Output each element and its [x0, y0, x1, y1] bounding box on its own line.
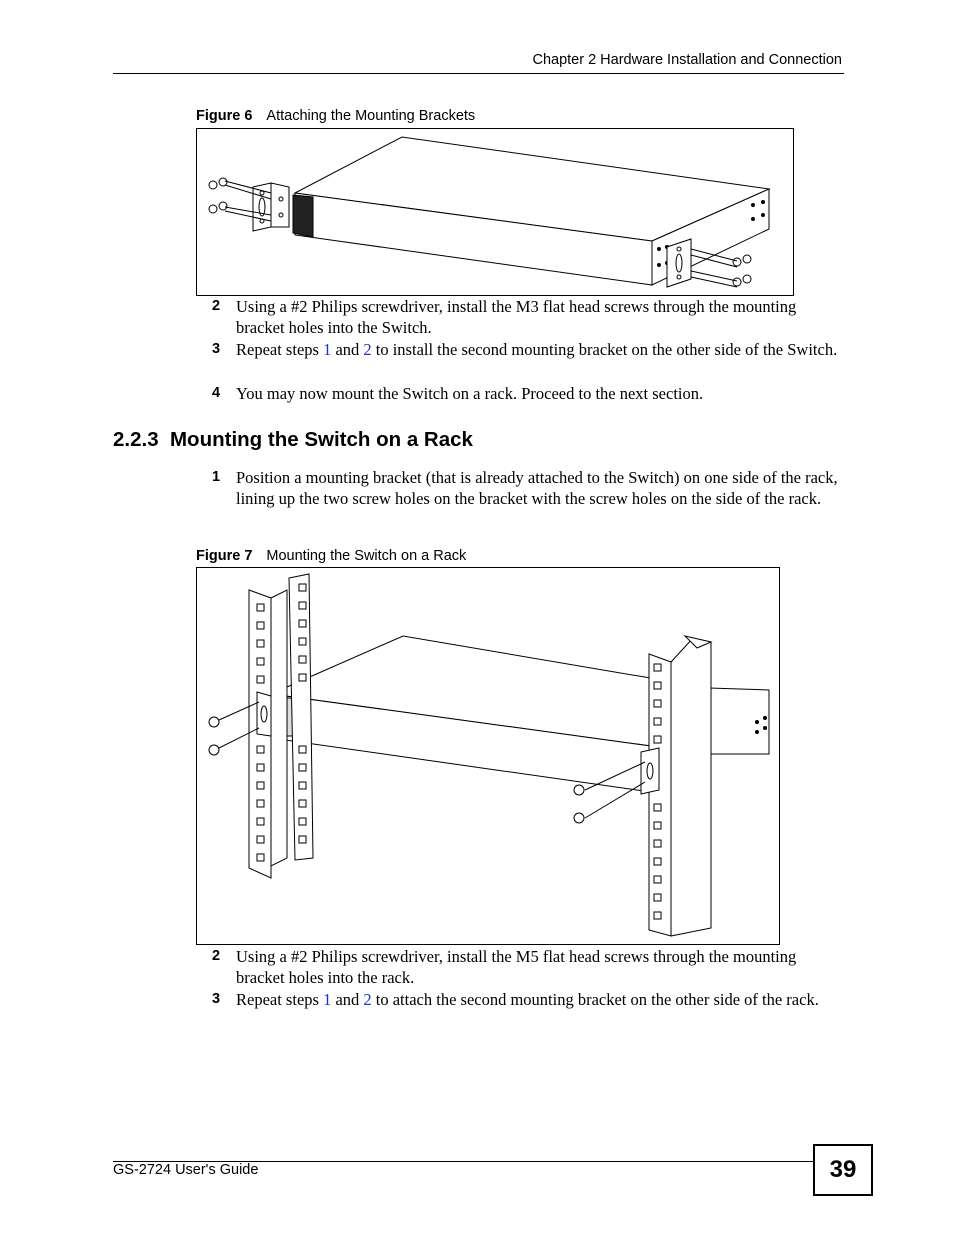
step-2-link[interactable]: 2	[363, 990, 372, 1009]
step-text: You may now mount the Switch on a rack. Proceed to the next section.	[236, 384, 704, 403]
step-3-c	[212, 990, 872, 1011]
figure-7-illustration	[196, 567, 780, 945]
running-header: Chapter 2 Hardware Installation and Connection	[532, 52, 842, 68]
step-2-a	[212, 297, 847, 338]
rack-mount-drawing	[197, 568, 779, 944]
section-heading: 2.2.3 Mounting the Switch on a Rack	[113, 428, 473, 451]
step-3-a	[212, 340, 847, 361]
step-text	[236, 990, 872, 1011]
step-text-part: and	[331, 990, 364, 1009]
step-text-part: Repeat steps	[236, 990, 324, 1009]
step-4-a	[212, 384, 847, 405]
step-text-part: and	[331, 340, 364, 359]
step-text: Using a #2 Philips screwdriver, install the M3 flat head screws through the mounting bracket holes into the Switch.	[236, 297, 797, 337]
step-text	[236, 340, 847, 361]
figure-6-illustration	[196, 128, 794, 296]
figure-6-label: Figure 6	[196, 108, 253, 124]
step-number: 2	[212, 298, 221, 314]
step-number: 3	[212, 341, 221, 357]
step-2-c	[212, 947, 847, 988]
step-text: Using a #2 Philips screwdriver, install the M5 flat head screws through the mounting bracket holes into the rack.	[236, 947, 797, 987]
figure-6-title: Attaching the Mounting Brackets	[266, 108, 476, 124]
header-rule	[113, 73, 844, 74]
step-2-link[interactable]: 2	[363, 340, 372, 359]
step-number: 1	[212, 469, 221, 485]
step-1-b	[212, 468, 847, 509]
figure-7-label: Figure 7	[196, 548, 253, 564]
footer-guide-title: GS-2724 User's Guide	[113, 1162, 259, 1178]
figure-6-caption	[196, 108, 475, 124]
switch-bracket-drawing	[197, 129, 793, 295]
step-text-part: to attach the second mounting bracket on the other side of the rack.	[371, 990, 819, 1009]
step-text-part: Repeat steps	[236, 340, 324, 359]
step-text: Position a mounting bracket (that is already attached to the Switch) on one side of the rack, lining up the two screw holes on the bracket with the screw holes on the side of the rack.	[236, 468, 838, 508]
step-1-link[interactable]: 1	[323, 340, 332, 359]
step-1-link[interactable]: 1	[323, 990, 332, 1009]
step-number: 3	[212, 991, 221, 1007]
figure-7-caption	[196, 548, 466, 564]
figure-7-title: Mounting the Switch on a Rack	[266, 548, 467, 564]
step-number: 2	[212, 948, 221, 964]
step-number: 4	[212, 385, 221, 401]
page-number: 39	[813, 1144, 873, 1196]
step-text-part: to install the second mounting bracket on the other side of the Switch.	[371, 340, 838, 359]
